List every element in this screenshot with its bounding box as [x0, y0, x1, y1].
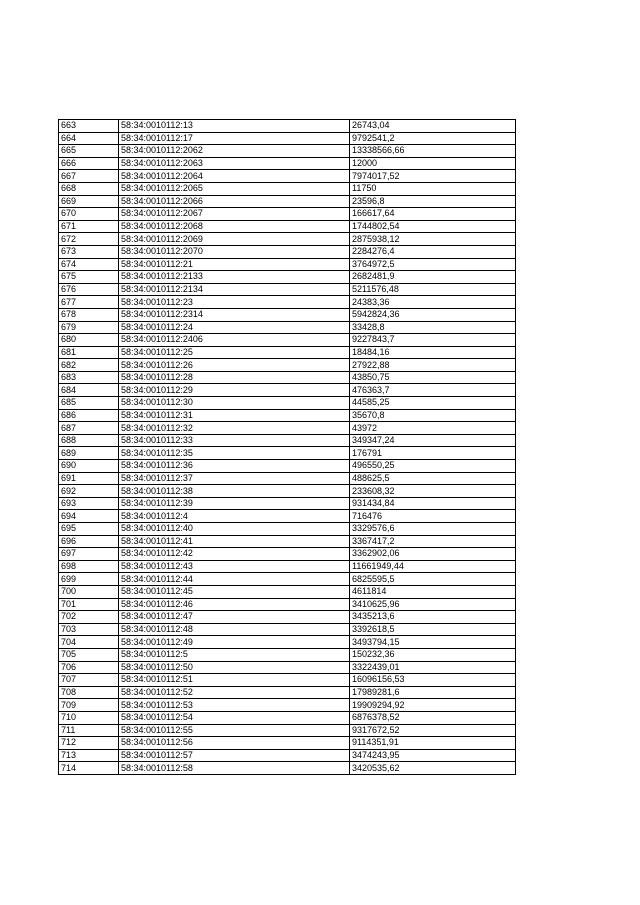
table-row	[59, 724, 516, 737]
table-row	[59, 611, 516, 624]
row-number-cell: 665	[59, 145, 119, 158]
table-body	[59, 120, 516, 775]
table-row	[59, 573, 516, 586]
cadastral-number-cell: 58:34:0010112:36	[119, 460, 350, 473]
row-number-cell: 690	[59, 460, 119, 473]
cadastral-number-cell: 58:34:0010112:38	[119, 485, 350, 498]
row-number-cell: 685	[59, 397, 119, 410]
row-number-cell: 694	[59, 510, 119, 523]
table-row	[59, 585, 516, 598]
cadastral-number-cell: 58:34:0010112:2406	[119, 334, 350, 347]
cadastral-number-cell: 58:34:0010112:2314	[119, 308, 350, 321]
cadastral-number-cell: 58:34:0010112:28	[119, 371, 350, 384]
row-number-cell: 700	[59, 585, 119, 598]
cadastral-number-cell: 58:34:0010112:40	[119, 523, 350, 536]
value-cell: 3410625,96	[350, 598, 516, 611]
value-cell: 476363,7	[350, 384, 516, 397]
row-number-cell: 705	[59, 648, 119, 661]
value-cell: 13338566,66	[350, 145, 516, 158]
row-number-cell: 703	[59, 623, 119, 636]
row-number-cell: 666	[59, 157, 119, 170]
row-number-cell: 681	[59, 346, 119, 359]
value-cell: 496550,25	[350, 460, 516, 473]
value-cell: 5942824,36	[350, 308, 516, 321]
cadastral-number-cell: 58:34:0010112:29	[119, 384, 350, 397]
value-cell: 166617,64	[350, 208, 516, 221]
value-cell: 24383,36	[350, 296, 516, 309]
row-number-cell: 712	[59, 737, 119, 750]
value-cell: 3367417,2	[350, 535, 516, 548]
row-number-cell: 673	[59, 245, 119, 258]
table-row	[59, 623, 516, 636]
value-cell: 488625,5	[350, 472, 516, 485]
value-cell: 27922,88	[350, 359, 516, 372]
table-row	[59, 359, 516, 372]
row-number-cell: 701	[59, 598, 119, 611]
cadastral-number-cell: 58:34:0010112:23	[119, 296, 350, 309]
table-row	[59, 233, 516, 246]
value-cell: 16096156,53	[350, 674, 516, 687]
cadastral-number-cell: 58:34:0010112:2067	[119, 208, 350, 221]
cadastral-number-cell: 58:34:0010112:5	[119, 648, 350, 661]
table-row	[59, 296, 516, 309]
table-row	[59, 321, 516, 334]
row-number-cell: 708	[59, 686, 119, 699]
value-cell: 3493794,15	[350, 636, 516, 649]
table-row	[59, 686, 516, 699]
row-number-cell: 667	[59, 170, 119, 183]
cadastral-number-cell: 58:34:0010112:37	[119, 472, 350, 485]
cadastral-number-cell: 58:34:0010112:43	[119, 560, 350, 573]
value-cell: 18484,16	[350, 346, 516, 359]
value-cell: 3329576,6	[350, 523, 516, 536]
cadastral-number-cell: 58:34:0010112:2069	[119, 233, 350, 246]
value-cell: 2682481,9	[350, 271, 516, 284]
table-row	[59, 195, 516, 208]
cadastral-number-cell: 58:34:0010112:31	[119, 409, 350, 422]
cadastral-number-cell: 58:34:0010112:26	[119, 359, 350, 372]
cadastral-number-cell: 58:34:0010112:50	[119, 661, 350, 674]
table-row	[59, 535, 516, 548]
cadastral-number-cell: 58:34:0010112:55	[119, 724, 350, 737]
value-cell: 9792541,2	[350, 132, 516, 145]
cadastral-number-cell: 58:34:0010112:13	[119, 120, 350, 133]
value-cell: 33428,8	[350, 321, 516, 334]
row-number-cell: 674	[59, 258, 119, 271]
cadastral-number-cell: 58:34:0010112:49	[119, 636, 350, 649]
table-row	[59, 648, 516, 661]
value-cell: 11661949,44	[350, 560, 516, 573]
cadastral-number-cell: 58:34:0010112:2070	[119, 245, 350, 258]
table-row	[59, 523, 516, 536]
row-number-cell: 704	[59, 636, 119, 649]
table-row	[59, 485, 516, 498]
cadastral-number-cell: 58:34:0010112:42	[119, 548, 350, 561]
table-row	[59, 371, 516, 384]
row-number-cell: 676	[59, 283, 119, 296]
table-row	[59, 711, 516, 724]
value-cell: 233608,32	[350, 485, 516, 498]
value-cell: 3474243,95	[350, 749, 516, 762]
value-cell: 3420535,62	[350, 762, 516, 775]
value-cell: 6876378,52	[350, 711, 516, 724]
value-cell: 9114351,91	[350, 737, 516, 750]
value-cell: 6825595,5	[350, 573, 516, 586]
row-number-cell: 679	[59, 321, 119, 334]
table-row	[59, 245, 516, 258]
row-number-cell: 687	[59, 422, 119, 435]
cadastral-number-cell: 58:34:0010112:33	[119, 434, 350, 447]
row-number-cell: 709	[59, 699, 119, 712]
table-row	[59, 308, 516, 321]
table-row	[59, 170, 516, 183]
row-number-cell: 702	[59, 611, 119, 624]
table-row	[59, 472, 516, 485]
data-table	[58, 119, 516, 775]
row-number-cell: 711	[59, 724, 119, 737]
value-cell: 1744802,54	[350, 220, 516, 233]
table-row	[59, 699, 516, 712]
row-number-cell: 713	[59, 749, 119, 762]
cadastral-number-cell: 58:34:0010112:4	[119, 510, 350, 523]
table-row	[59, 120, 516, 133]
row-number-cell: 680	[59, 334, 119, 347]
value-cell: 26743,04	[350, 120, 516, 133]
table-row	[59, 762, 516, 775]
cadastral-number-cell: 58:34:0010112:25	[119, 346, 350, 359]
row-number-cell: 683	[59, 371, 119, 384]
row-number-cell: 686	[59, 409, 119, 422]
cadastral-number-cell: 58:34:0010112:56	[119, 737, 350, 750]
cadastral-number-cell: 58:34:0010112:54	[119, 711, 350, 724]
value-cell: 931434,84	[350, 497, 516, 510]
table-row	[59, 397, 516, 410]
value-cell: 35670,8	[350, 409, 516, 422]
cadastral-number-cell: 58:34:0010112:45	[119, 585, 350, 598]
row-number-cell: 710	[59, 711, 119, 724]
value-cell: 2875938,12	[350, 233, 516, 246]
cadastral-number-cell: 58:34:0010112:2068	[119, 220, 350, 233]
value-cell: 3392618,5	[350, 623, 516, 636]
cadastral-number-cell: 58:34:0010112:30	[119, 397, 350, 410]
row-number-cell: 695	[59, 523, 119, 536]
cadastral-number-cell: 58:34:0010112:32	[119, 422, 350, 435]
table-row	[59, 598, 516, 611]
row-number-cell: 684	[59, 384, 119, 397]
value-cell: 19909294,92	[350, 699, 516, 712]
cadastral-number-cell: 58:34:0010112:17	[119, 132, 350, 145]
table-row	[59, 674, 516, 687]
row-number-cell: 677	[59, 296, 119, 309]
row-number-cell: 689	[59, 447, 119, 460]
value-cell: 7974017,52	[350, 170, 516, 183]
row-number-cell: 706	[59, 661, 119, 674]
table-row	[59, 182, 516, 195]
value-cell: 3322439,01	[350, 661, 516, 674]
table-row	[59, 157, 516, 170]
table-row	[59, 409, 516, 422]
table-row	[59, 497, 516, 510]
row-number-cell: 696	[59, 535, 119, 548]
value-cell: 176791	[350, 447, 516, 460]
value-cell: 44585,25	[350, 397, 516, 410]
table-row	[59, 384, 516, 397]
value-cell: 11750	[350, 182, 516, 195]
table-row	[59, 283, 516, 296]
cadastral-number-cell: 58:34:0010112:21	[119, 258, 350, 271]
table-row	[59, 434, 516, 447]
table-row	[59, 749, 516, 762]
row-number-cell: 688	[59, 434, 119, 447]
row-number-cell: 668	[59, 182, 119, 195]
table-row	[59, 334, 516, 347]
value-cell: 17989281,6	[350, 686, 516, 699]
table-row	[59, 460, 516, 473]
cadastral-number-cell: 58:34:0010112:2133	[119, 271, 350, 284]
row-number-cell: 663	[59, 120, 119, 133]
value-cell: 23596,8	[350, 195, 516, 208]
table-row	[59, 661, 516, 674]
cadastral-number-cell: 58:34:0010112:2062	[119, 145, 350, 158]
value-cell: 12000	[350, 157, 516, 170]
cadastral-number-cell: 58:34:0010112:2064	[119, 170, 350, 183]
row-number-cell: 714	[59, 762, 119, 775]
value-cell: 43850,75	[350, 371, 516, 384]
row-number-cell: 697	[59, 548, 119, 561]
value-cell: 5211576,48	[350, 283, 516, 296]
row-number-cell: 669	[59, 195, 119, 208]
row-number-cell: 707	[59, 674, 119, 687]
row-number-cell: 670	[59, 208, 119, 221]
table-row	[59, 636, 516, 649]
cadastral-number-cell: 58:34:0010112:48	[119, 623, 350, 636]
value-cell: 43972	[350, 422, 516, 435]
row-number-cell: 682	[59, 359, 119, 372]
table-row	[59, 132, 516, 145]
table-row	[59, 145, 516, 158]
value-cell: 2284276,4	[350, 245, 516, 258]
cadastral-number-cell: 58:34:0010112:46	[119, 598, 350, 611]
cadastral-number-cell: 58:34:0010112:35	[119, 447, 350, 460]
row-number-cell: 678	[59, 308, 119, 321]
cadastral-number-cell: 58:34:0010112:47	[119, 611, 350, 624]
value-cell: 349347,24	[350, 434, 516, 447]
cadastral-number-cell: 58:34:0010112:2063	[119, 157, 350, 170]
cadastral-number-cell: 58:34:0010112:2065	[119, 182, 350, 195]
table-row	[59, 346, 516, 359]
cadastral-number-cell: 58:34:0010112:58	[119, 762, 350, 775]
value-cell: 150232,36	[350, 648, 516, 661]
table-row	[59, 258, 516, 271]
cadastral-number-cell: 58:34:0010112:52	[119, 686, 350, 699]
table-row	[59, 737, 516, 750]
value-cell: 716476	[350, 510, 516, 523]
value-cell: 9317672,52	[350, 724, 516, 737]
row-number-cell: 699	[59, 573, 119, 586]
cadastral-number-cell: 58:34:0010112:39	[119, 497, 350, 510]
row-number-cell: 698	[59, 560, 119, 573]
cadastral-number-cell: 58:34:0010112:53	[119, 699, 350, 712]
value-cell: 3435213,6	[350, 611, 516, 624]
cadastral-number-cell: 58:34:0010112:57	[119, 749, 350, 762]
row-number-cell: 692	[59, 485, 119, 498]
cadastral-number-cell: 58:34:0010112:24	[119, 321, 350, 334]
row-number-cell: 672	[59, 233, 119, 246]
table-row	[59, 220, 516, 233]
table-row	[59, 510, 516, 523]
table-row	[59, 560, 516, 573]
value-cell: 4611814	[350, 585, 516, 598]
cadastral-number-cell: 58:34:0010112:44	[119, 573, 350, 586]
table-row	[59, 208, 516, 221]
cadastral-number-cell: 58:34:0010112:2134	[119, 283, 350, 296]
value-cell: 9227843,7	[350, 334, 516, 347]
row-number-cell: 671	[59, 220, 119, 233]
row-number-cell: 691	[59, 472, 119, 485]
row-number-cell: 675	[59, 271, 119, 284]
value-cell: 3362902,06	[350, 548, 516, 561]
table-row	[59, 548, 516, 561]
table-row	[59, 422, 516, 435]
cadastral-number-cell: 58:34:0010112:41	[119, 535, 350, 548]
table-row	[59, 271, 516, 284]
cadastral-number-cell: 58:34:0010112:2066	[119, 195, 350, 208]
row-number-cell: 664	[59, 132, 119, 145]
row-number-cell: 693	[59, 497, 119, 510]
cadastral-number-cell: 58:34:0010112:51	[119, 674, 350, 687]
table-row	[59, 447, 516, 460]
value-cell: 3764972,5	[350, 258, 516, 271]
